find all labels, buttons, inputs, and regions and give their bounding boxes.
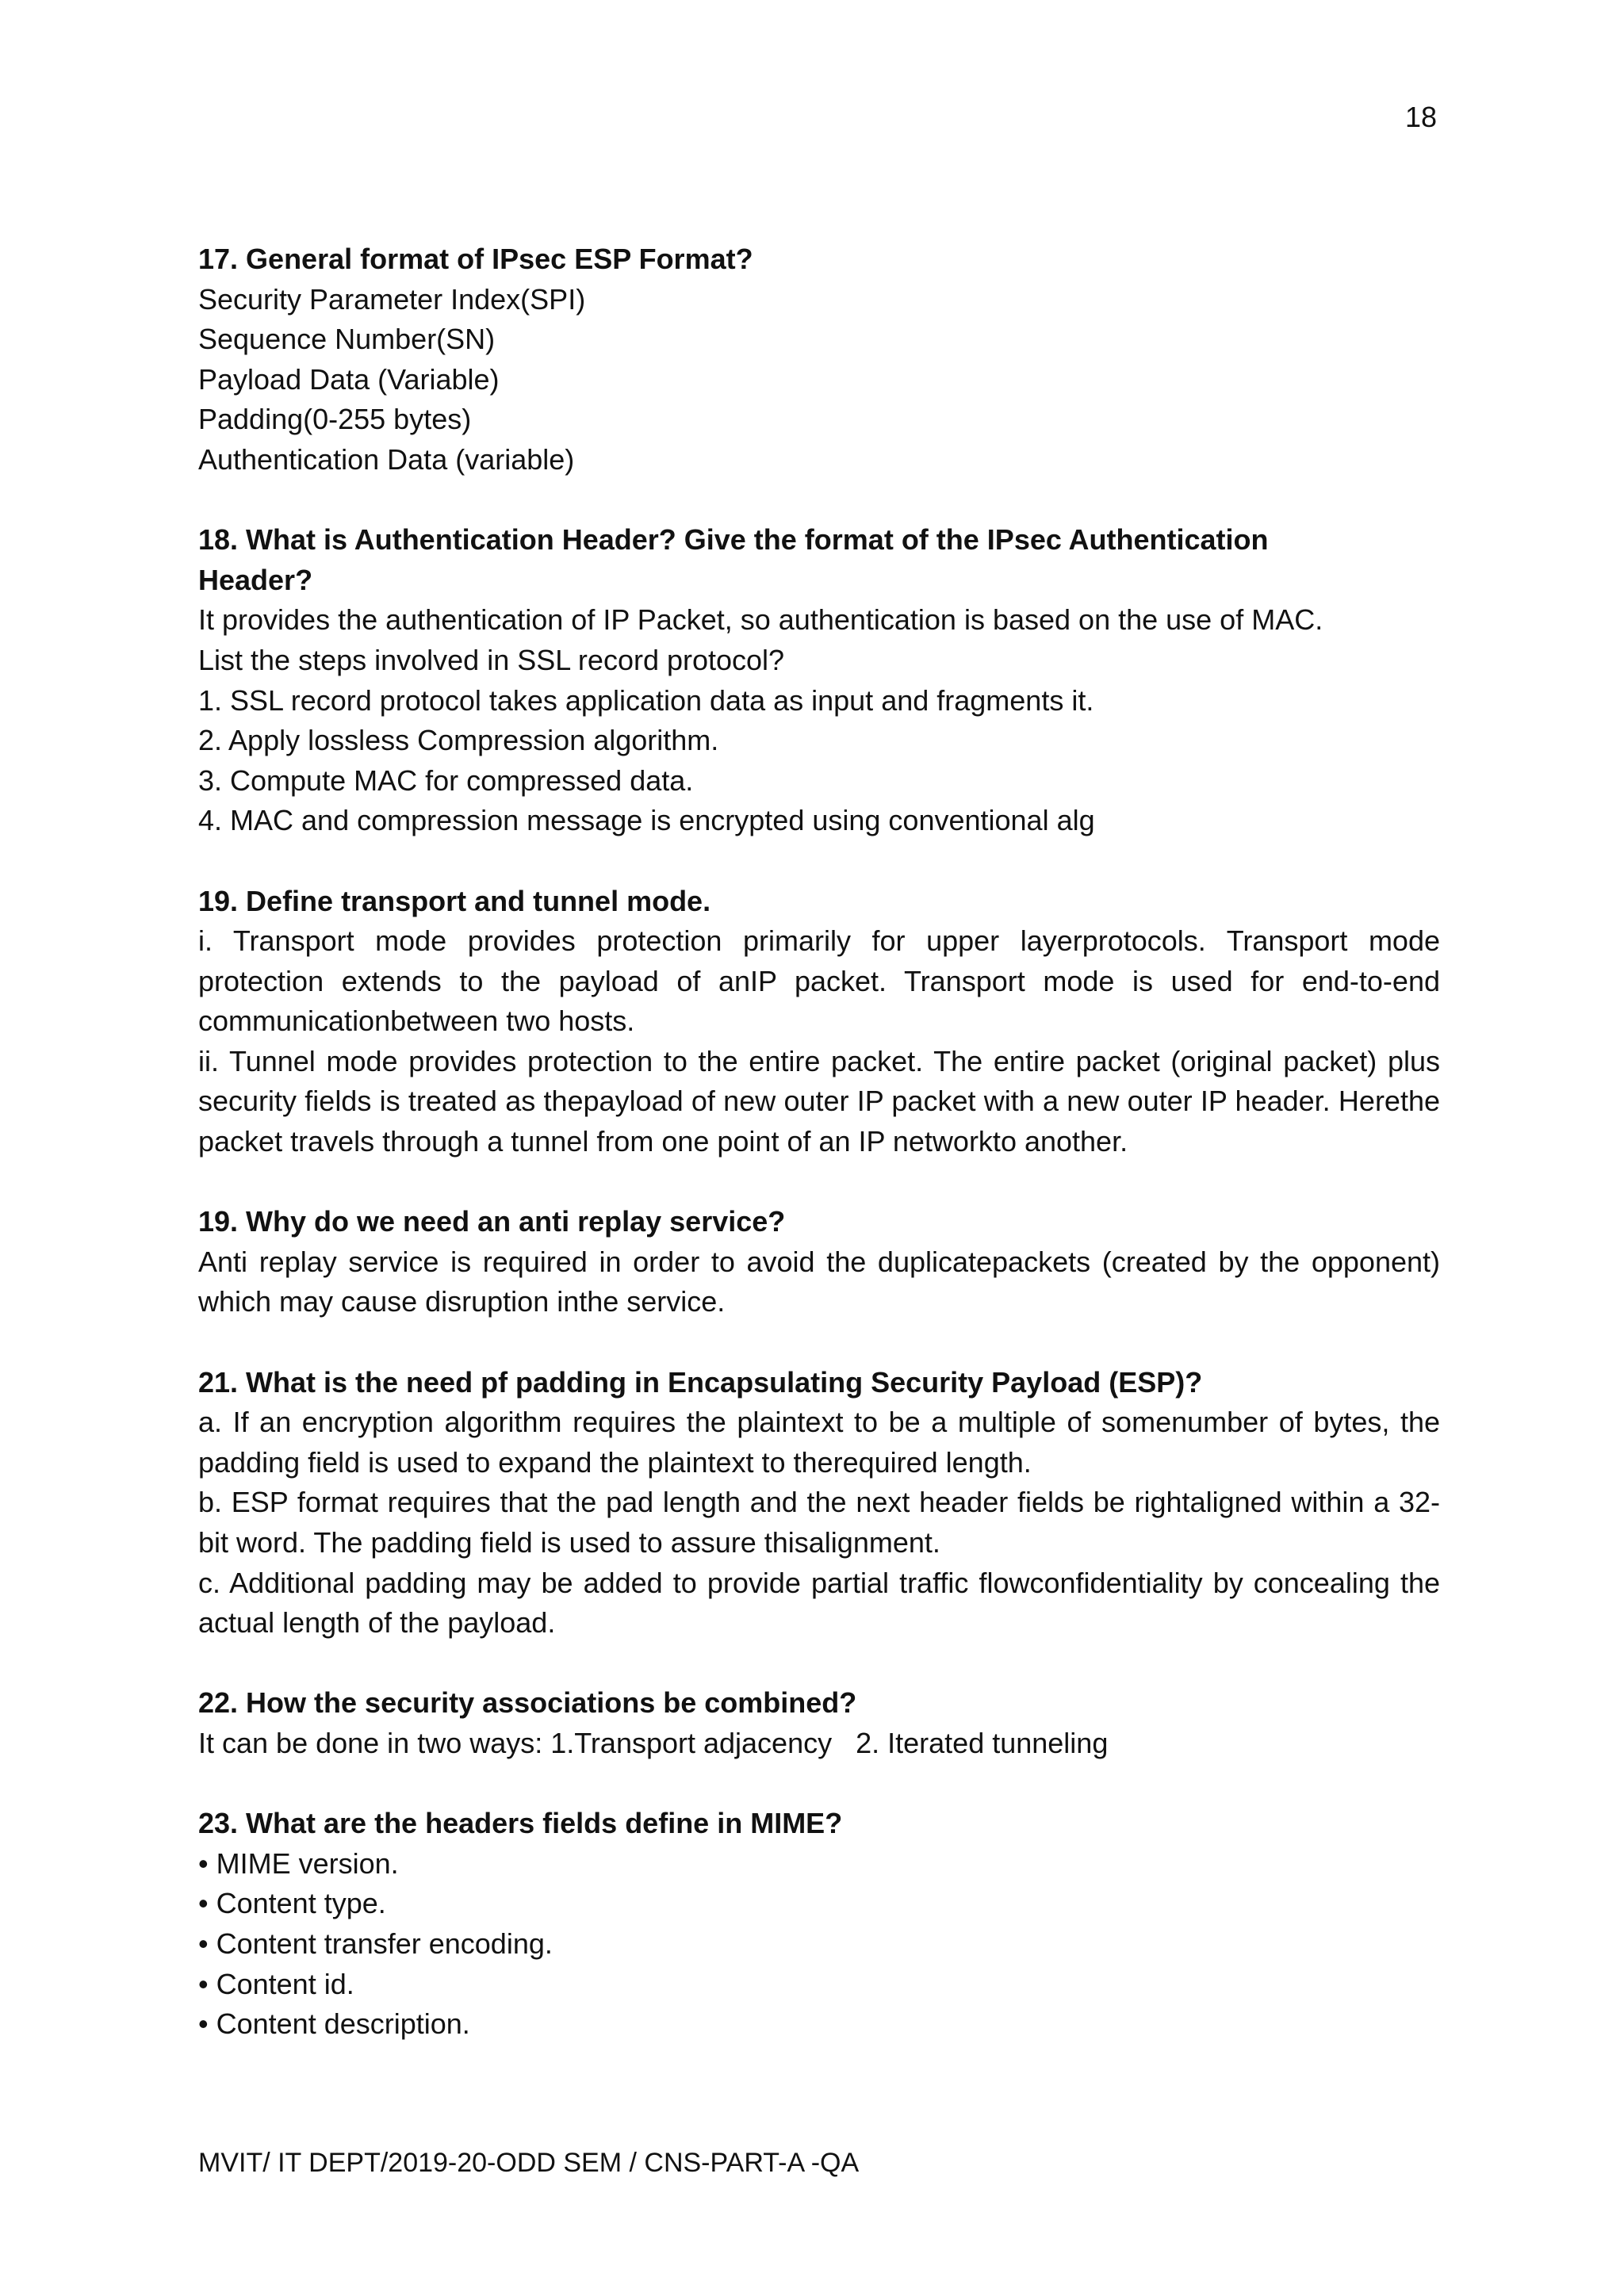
section-q17	[198, 239, 1440, 480]
question-heading: 23. What are the headers fields define in MIME?	[198, 1807, 843, 1840]
question-heading: 19. Define transport and tunnel mode.	[198, 884, 711, 917]
answer-paragraph: c. Additional padding may be added to provide partial traffic flowconfidentiality by concealing the actual length of the payload.	[198, 1566, 1440, 1640]
question-heading: 18. What is Authentication Header? Give the format of the IPsec Authentication	[198, 523, 1269, 557]
section-q18	[198, 520, 1440, 841]
bullet-item: • MIME version.	[198, 1846, 399, 1880]
answer-paragraph: a. If an encryption algorithm requires the plaintext to be a multiple of somenumber of bytes, the padding field is used to expand the plaintext to therequired length.	[198, 1406, 1440, 1479]
answer-line: Sequence Number(SN)	[198, 323, 496, 356]
section-q23	[198, 1804, 1440, 2045]
page-footer: MVIT/ IT DEPT/2019-20-ODD SEM / CNS-PART-A -QA	[198, 2148, 860, 2178]
section-q21	[198, 1363, 1440, 1644]
answer-line: Security Parameter Index(SPI)	[198, 282, 586, 316]
bullet-item: • Content transfer encoding.	[198, 1927, 553, 1960]
answer-line: Padding(0-255 bytes)	[198, 403, 472, 436]
question-heading-continued: Header?	[198, 563, 313, 596]
answer-line: 2. Apply lossless Compression algorithm.	[198, 724, 719, 757]
answer-line: 1. SSL record protocol takes application data as input and fragments it.	[198, 683, 1094, 717]
question-heading: 19. Why do we need an anti replay service?	[198, 1205, 786, 1238]
answer-line: List the steps involved in SSL record protocol?	[198, 643, 785, 676]
answer-line: Authentication Data (variable)	[198, 442, 575, 476]
section-q19-modes	[198, 882, 1440, 1162]
answer-line: It provides the authentication of IP Packet, so authentication is based on the use of MAC.	[198, 603, 1323, 637]
answer-part-transport-adjacency: It can be done in two ways: 1.Transport adjacency	[198, 1726, 833, 1759]
page-number: 18	[1404, 101, 1437, 133]
section-q19-anti-replay	[198, 1202, 1440, 1322]
answer-paragraph: b. ESP format requires that the pad length and the next header fields be rightaligned within a 32-bit word. The padding field is used to assure thisalignment.	[198, 1486, 1440, 1559]
question-heading: 22. How the security associations be combined?	[198, 1686, 857, 1720]
answer-line: 4. MAC and compression message is encrypted using conventional alg	[198, 804, 1095, 837]
answer-line	[198, 1724, 1440, 1764]
answer-line: 3. Compute MAC for compressed data.	[198, 763, 694, 797]
question-heading: 17. General format of IPsec ESP Format?	[198, 243, 753, 275]
answer-paragraph: Anti replay service is required in order to avoid the duplicatepackets (created by the opponent) which may cause disruption inthe service.	[198, 1245, 1440, 1318]
answer-part-iterated-tunneling: 2. Iterated tunneling	[856, 1726, 1109, 1759]
answer-paragraph: ii. Tunnel mode provides protection to the entire packet. The entire packet (original packet) plus security fields is treated as thepayload of new outer IP packet with a new outer IP header. Herethe packet travels through a tunnel from one point of an IP networkto another.	[198, 1044, 1440, 1158]
bullet-item: • Content description.	[198, 2007, 470, 2041]
section-q22	[198, 1683, 1440, 1763]
bullet-item: • Content type.	[198, 1887, 386, 1920]
document-body	[198, 239, 1440, 2084]
question-heading: 21. What is the need pf padding in Encapsulating Security Payload (ESP)?	[198, 1365, 1203, 1399]
answer-line: Payload Data (Variable)	[198, 362, 500, 396]
bullet-item: • Content id.	[198, 1967, 354, 2000]
answer-paragraph: i. Transport mode provides protection primarily for upper layerprotocols. Transport mode protection extends to the payload of anIP packet. Transport mode is used for end-to-end communicationbetween two hosts.	[198, 924, 1440, 1038]
